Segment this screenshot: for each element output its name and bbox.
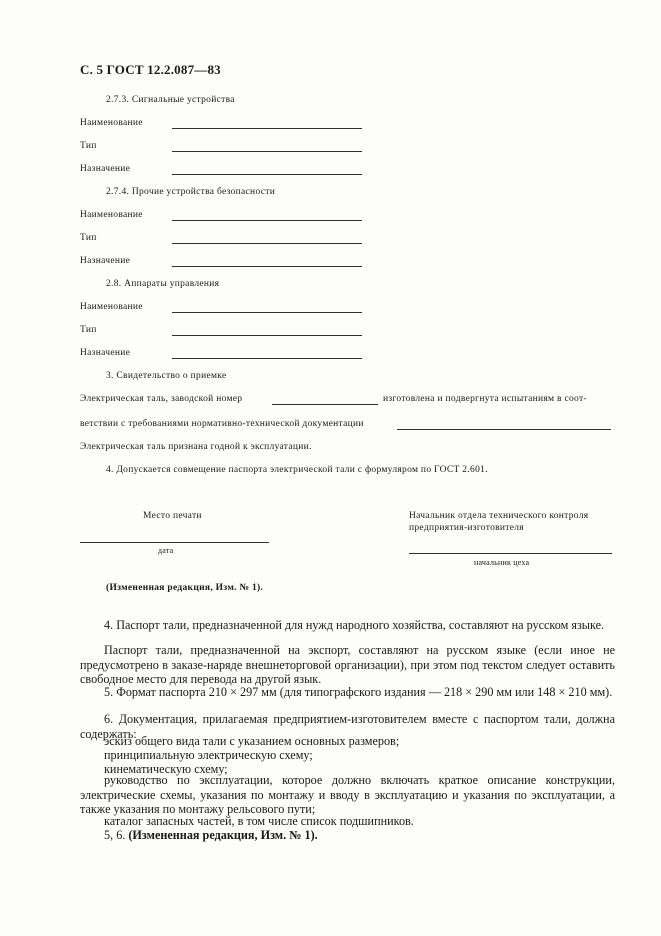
field-label-purpose: Назначение xyxy=(80,164,131,174)
field-label-purpose: Назначение xyxy=(80,256,131,266)
field-label-name: Наименование xyxy=(80,302,143,312)
acceptance-line-1b: изготовлена и подвергнута испытаниям в соот- xyxy=(383,394,587,404)
field-label-name: Наименование xyxy=(80,210,143,220)
fill-line-docs xyxy=(397,429,611,430)
paragraph-5-6 xyxy=(80,828,615,843)
field-label-type: Тип xyxy=(80,325,97,335)
amendment-note: (Измененная редакция, Изм. № 1). xyxy=(106,583,264,593)
fill-line xyxy=(172,220,362,221)
list-item: руководство по эксплуатации, которое должно включать краткое описание конструкции, электрические схемы, указания по монтажу и вводу в эксплуатацию и указания по эксплуатации, а также указания по монтажу рельсового пути; xyxy=(80,773,615,817)
seal-place: Место печати xyxy=(143,511,202,521)
fill-line xyxy=(172,128,362,129)
otk-chief-title: Начальник отдела технического контроля xyxy=(409,511,589,521)
list-item: эскиз общего вида тали с указанием основных размеров; xyxy=(104,734,400,748)
paragraph-5-6-amendment: (Измененная редакция, Изм. № 1). xyxy=(128,828,318,842)
otk-chief-title-2: предприятия-изготовителя xyxy=(409,523,524,533)
paragraph-4-export: Паспорт тали, предназначенной на экспорт, составляют на русском языке (если иное не предусмотрено в заказе-наряде внешнеторговой организации), при этом под текстом следует оставить свободное место для перевода на другой язык. xyxy=(80,643,615,687)
fill-line xyxy=(172,174,362,175)
paragraph-4: 4. Паспорт тали, предназначенной для нужд народного хозяйства, составляют на русском языке. xyxy=(104,618,605,632)
list-item: принципиальную электрическую схему; xyxy=(104,748,313,762)
fill-line xyxy=(172,335,362,336)
section-2-7-3-title: 2.7.3. Сигнальные устройства xyxy=(106,95,235,105)
paragraph-5: 5. Формат паспорта 210 × 297 мм (для типографского издания — 218 × 290 мм или 148 × 210 мм). xyxy=(104,685,613,699)
date-line xyxy=(80,542,269,543)
shop-head-caption: начальник цеха xyxy=(474,558,530,567)
page-header: С. 5 ГОСТ 12.2.087—83 xyxy=(80,62,221,77)
acceptance-line-2: ветствии с требованиями нормативно-технической документации xyxy=(80,419,364,429)
fill-line xyxy=(172,243,362,244)
fill-line xyxy=(172,266,362,267)
field-label-type: Тип xyxy=(80,141,97,151)
section-2-7-4-title: 2.7.4. Прочие устройства безопасности xyxy=(106,187,276,197)
list-item: кинематическую схему; xyxy=(104,762,228,776)
section-4-text: 4. Допускается совмещение паспорта электрической тали с формуляром по ГОСТ 2.601. xyxy=(106,465,488,475)
fill-line xyxy=(172,151,362,152)
field-label-purpose: Назначение xyxy=(80,348,131,358)
paragraph-5-6-number: 5, 6. xyxy=(104,828,126,842)
fill-line xyxy=(172,358,362,359)
paragraph-6: 6. Документация, прилагаемая предприятием-изготовителем вместе с паспортом тали, должна содержать: xyxy=(80,712,615,741)
field-label-type: Тип xyxy=(80,233,97,243)
fill-line-serial xyxy=(272,404,378,405)
date-caption: дата xyxy=(158,546,174,555)
list-item: каталог запасных частей, в том числе список подшипников. xyxy=(104,814,414,828)
acceptance-line-3: Электрическая таль признана годной к эксплуатации. xyxy=(80,442,312,452)
fill-line xyxy=(172,312,362,313)
section-2-8-title: 2.8. Аппараты управления xyxy=(106,279,220,289)
field-label-name: Наименование xyxy=(80,118,143,128)
acceptance-line-1a: Электрическая таль, заводской номер xyxy=(80,394,243,404)
shop-head-line xyxy=(409,553,612,554)
section-3-title: 3. Свидетельство о приемке xyxy=(106,371,227,381)
